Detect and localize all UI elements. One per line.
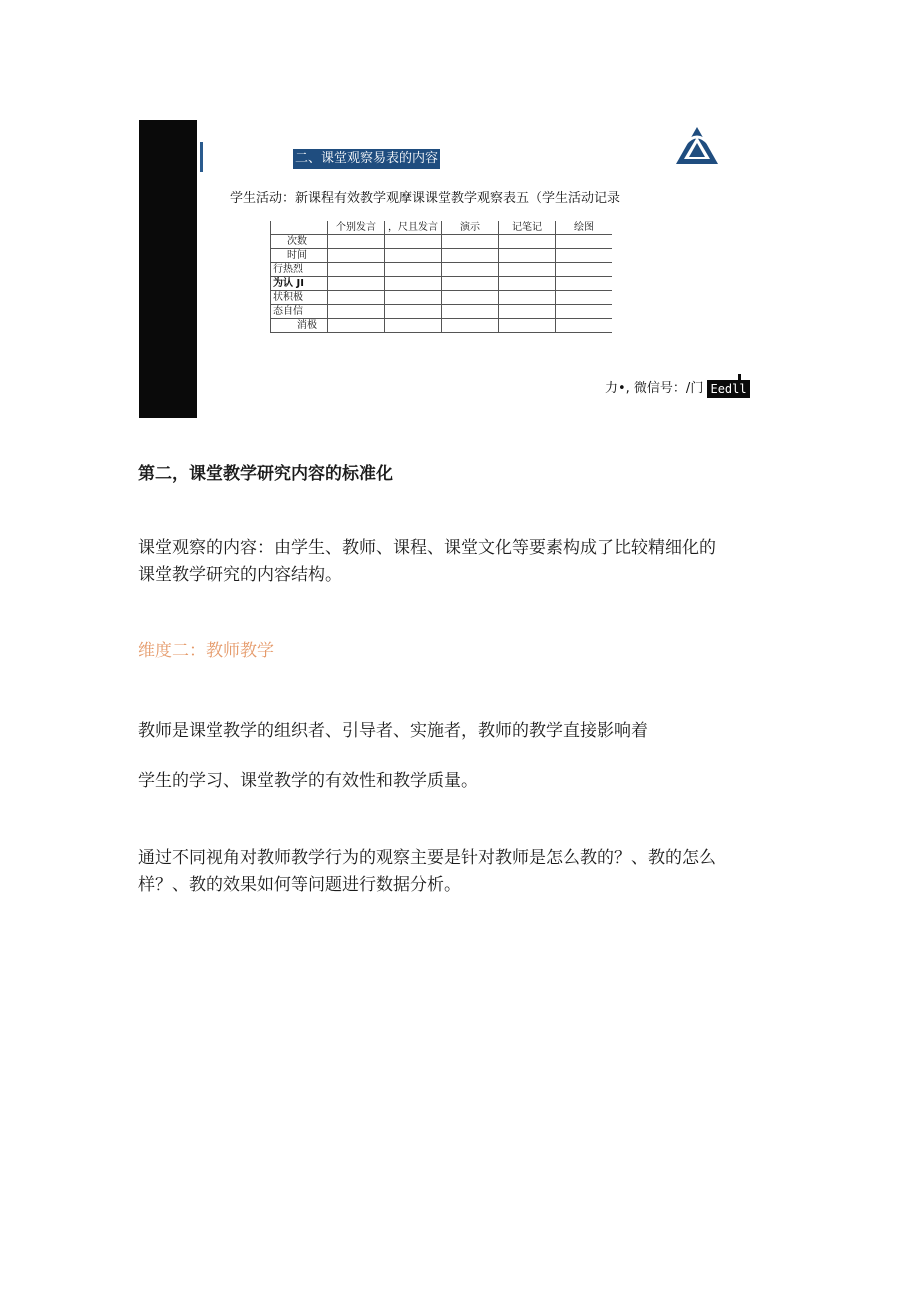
table-cell <box>385 305 442 319</box>
table-cell <box>385 263 442 277</box>
table-cell <box>385 291 442 305</box>
table-cell <box>442 305 499 319</box>
table-row-label: 为认 JI <box>271 277 328 291</box>
table-cell <box>556 263 613 277</box>
table-cell <box>499 235 556 249</box>
observation-table <box>270 221 612 333</box>
table-cell <box>328 305 385 319</box>
table-cell <box>328 263 385 277</box>
table-cell <box>499 305 556 319</box>
table-row-label: 时间 <box>271 249 328 263</box>
slide-title: 二、课堂观察易表的内容 <box>293 149 440 169</box>
table-row-label: 态自信 <box>271 305 328 319</box>
table-header-cell: 绘图 <box>556 221 613 235</box>
table-cell <box>499 249 556 263</box>
paragraph-content <box>138 535 716 589</box>
table-row-label: 状积极 <box>271 291 328 305</box>
table-header-cell <box>271 221 328 235</box>
table-header-cell: 个别发言 <box>328 221 385 235</box>
paragraph-line: 样？、教的效果如何等问题进行数据分析。 <box>138 875 461 895</box>
table-header-cell: ，尺且发言 <box>385 221 442 235</box>
table-row <box>271 235 613 249</box>
table-header-row <box>271 221 613 235</box>
table-row <box>271 263 613 277</box>
table-cell <box>556 277 613 291</box>
paragraph-analysis <box>138 845 716 899</box>
table-cell <box>385 249 442 263</box>
table-cell <box>442 249 499 263</box>
table-cell <box>328 249 385 263</box>
paragraph-line: 课堂观察的内容：由学生、教师、课程、课堂文化等要素构成了比较精细化的 <box>138 538 716 558</box>
table-header-cell: 演示 <box>442 221 499 235</box>
table-cell <box>499 319 556 333</box>
section-heading: 第二，课堂教学研究内容的标准化 <box>138 464 393 484</box>
table-header-cell: 记笔记 <box>499 221 556 235</box>
paragraph-student: 学生的学习、课堂教学的有效性和教学质量。 <box>138 771 478 791</box>
paragraph-teacher: 教师是课堂教学的组织者、引导者、实施者，教师的教学直接影响着 <box>138 721 648 741</box>
dimension-heading: 维度二：教师教学 <box>138 641 274 661</box>
table-row <box>271 305 613 319</box>
table-cell <box>499 277 556 291</box>
table-row <box>271 249 613 263</box>
school-logo-icon <box>671 124 723 184</box>
table-cell <box>556 319 613 333</box>
table-cell <box>499 291 556 305</box>
table-cell <box>328 277 385 291</box>
wechat-line <box>605 379 750 399</box>
slide-left-bar <box>139 120 197 418</box>
paragraph-line: 通过不同视角对教师教学行为的观察主要是针对教师是怎么教的？、教的怎么 <box>138 848 716 868</box>
table-cell <box>328 235 385 249</box>
table-row <box>271 277 613 291</box>
table-cell <box>556 305 613 319</box>
wechat-id: Eedll <box>707 380 749 398</box>
table-cell <box>556 235 613 249</box>
table-row-label: 消极 <box>271 319 328 333</box>
table-cell <box>442 319 499 333</box>
table-cell <box>385 235 442 249</box>
table-row-label: 次数 <box>271 235 328 249</box>
activity-line: 学生活动：新课程有效教学观摩课课堂教学观察表五（学生活动记录 <box>230 191 621 206</box>
table-cell <box>556 291 613 305</box>
table-cell <box>328 319 385 333</box>
table-cell <box>556 249 613 263</box>
table-row <box>271 319 613 333</box>
table-cell <box>442 277 499 291</box>
table-row-label: 行热烈 <box>271 263 328 277</box>
wechat-label: 力•, 微信号：/门 <box>605 381 704 396</box>
table-cell <box>442 235 499 249</box>
table-row <box>271 291 613 305</box>
slide-screenshot <box>139 120 779 418</box>
slide-accent-tick <box>200 142 203 172</box>
table-cell <box>385 319 442 333</box>
table-cell <box>499 263 556 277</box>
table-cell <box>442 291 499 305</box>
table-cell <box>385 277 442 291</box>
table-cell <box>442 263 499 277</box>
paragraph-line: 课堂教学研究的内容结构。 <box>138 565 342 585</box>
table-cell <box>328 291 385 305</box>
